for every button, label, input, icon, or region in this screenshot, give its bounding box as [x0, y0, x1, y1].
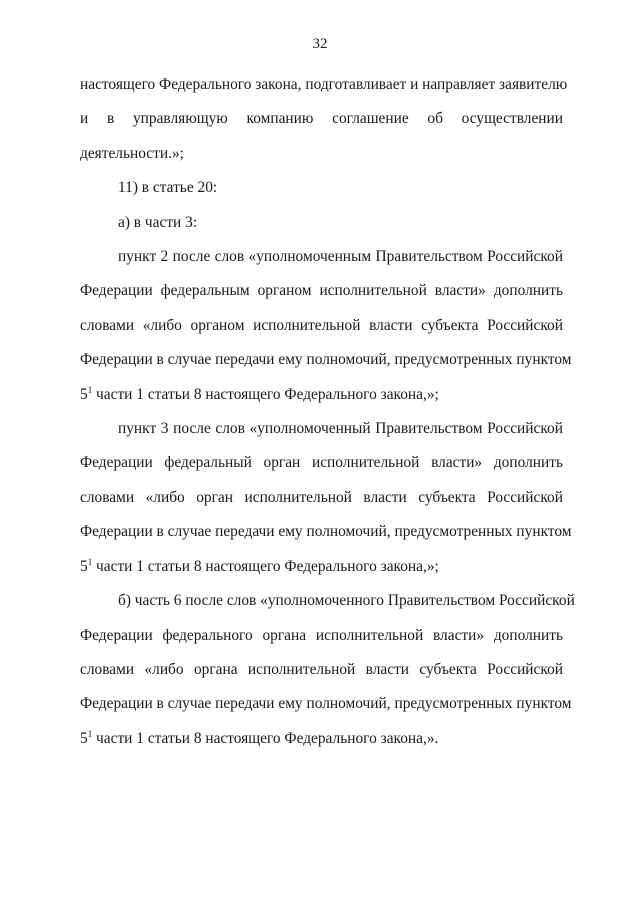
text-line: Федерации федеральный орган исполнительной власти» дополнить [80, 454, 563, 472]
text-line: а) в части 3: [118, 213, 198, 231]
text-line: словами «либо орган исполнительной власти субъекта Российской [80, 488, 563, 506]
reference-superscript: 1 [87, 728, 93, 739]
page-number: 32 [312, 36, 328, 52]
paragraph-point-3 [80, 412, 572, 584]
document-body [80, 68, 575, 756]
reference-number: 5 [80, 385, 88, 403]
text-line [80, 550, 563, 584]
text-line: деятельности.»; [80, 144, 184, 162]
text-line: Федерации федеральным органом исполнительной власти» дополнить [80, 282, 563, 300]
text-line: словами «либо органа исполнительной власти субъекта Российской [80, 660, 563, 678]
paragraph-continuation [80, 68, 568, 171]
reference-number: 5 [80, 729, 88, 747]
reference-tail: части 1 статьи 8 настоящего Федерального закона,»; [92, 557, 439, 575]
text-line: б) часть 6 после слов «уполномоченного Правительством Российской [118, 592, 575, 610]
text-line: и в управляющую компанию соглашение об осуществлении [80, 110, 563, 128]
text-line: 11) в статье 20: [118, 179, 218, 197]
text-line: Федерации федерального органа исполнительной власти» дополнить [80, 626, 563, 644]
reference-number: 5 [80, 557, 88, 575]
text-line: Федерации в случае передачи ему полномочий, предусмотренных пунктом [80, 351, 572, 369]
text-line: пункт 2 после слов «уполномоченным Правительством Российской [118, 248, 563, 266]
paragraph-subitem-a [80, 206, 563, 240]
text-line: Федерации в случае передачи ему полномочий, предусмотренных пунктом [80, 523, 572, 541]
text-line: пункт 3 после слов «уполномоченный Правительством Российской [118, 420, 563, 438]
reference-superscript: 1 [87, 384, 93, 395]
text-line: настоящего Федерального закона, подготавливает и направляет заявителю [80, 76, 568, 93]
text-line [80, 378, 563, 412]
paragraph-item-11 [80, 171, 563, 205]
reference-superscript: 1 [87, 556, 93, 567]
text-line [80, 722, 563, 756]
paragraph-subitem-b [80, 584, 575, 756]
paragraph-point-2 [80, 240, 572, 412]
text-line: словами «либо органом исполнительной власти субъекта Российской [80, 316, 563, 334]
text-line: Федерации в случае передачи ему полномочий, предусмотренных пунктом [80, 695, 572, 713]
reference-tail: части 1 статьи 8 настоящего Федерального закона,». [92, 729, 439, 747]
reference-tail: части 1 статьи 8 настоящего Федерального закона,»; [92, 385, 439, 403]
